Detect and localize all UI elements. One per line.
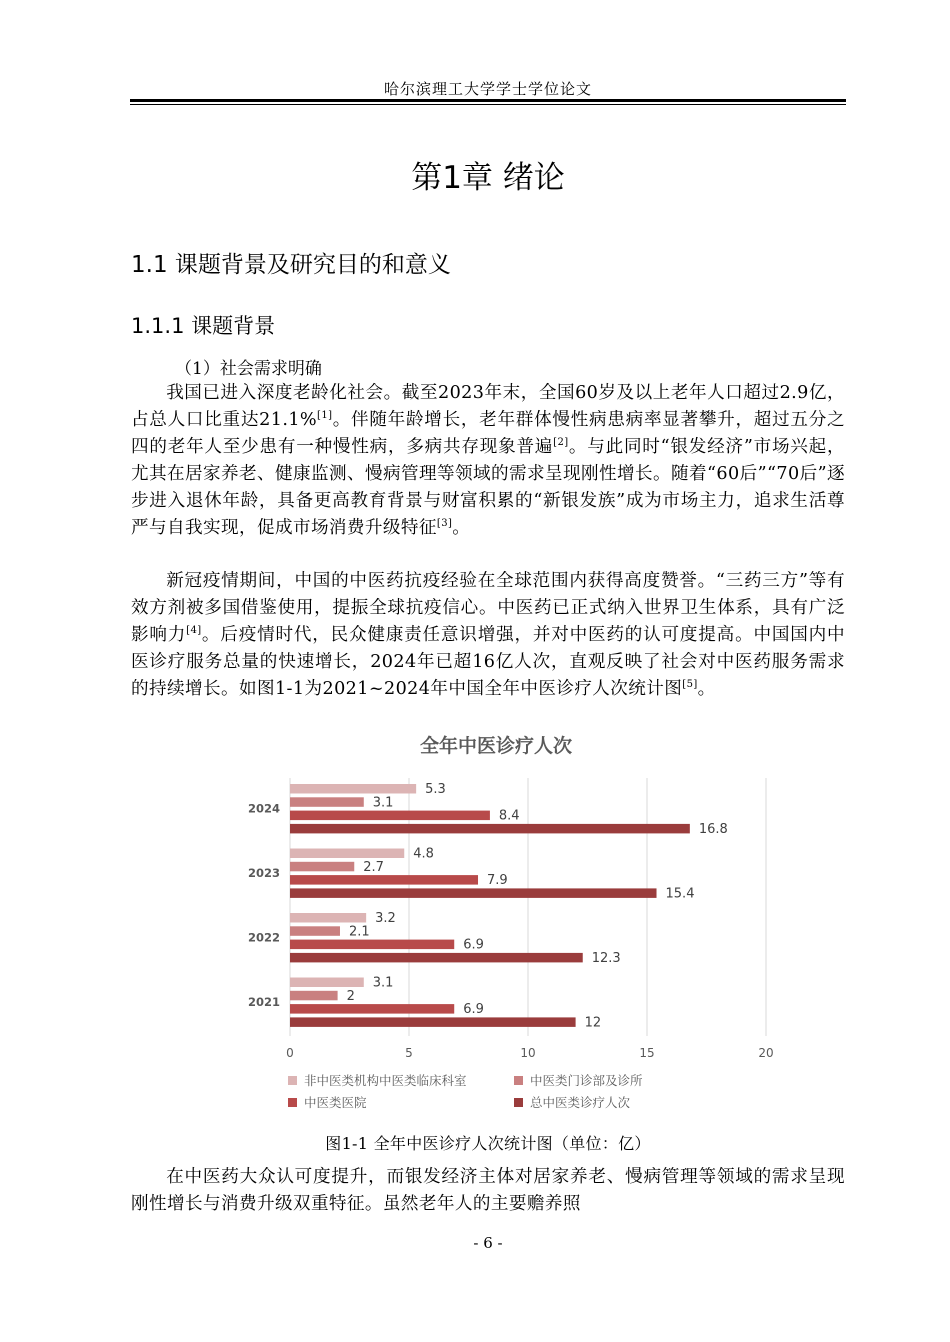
citation[interactable]: [5] xyxy=(682,679,698,691)
bar xyxy=(290,1004,454,1014)
data-label: 5.3 xyxy=(425,782,446,797)
bar xyxy=(290,849,404,859)
bar xyxy=(290,797,364,807)
page-number: - 6 - xyxy=(473,1234,503,1252)
data-label: 7.9 xyxy=(487,873,508,889)
bar xyxy=(290,824,690,834)
bar xyxy=(290,784,416,794)
subsection-title: 1.1.1 课题背景 xyxy=(131,314,276,338)
text-run: 我国已进入深度老龄化社会。截至2023年末，全国60岁及以上老年人口超过2.9亿，占总人口比重达21.1% xyxy=(131,383,845,430)
data-label: 4.8 xyxy=(413,846,434,862)
section-title: 1.1 课题背景及研究目的和意义 xyxy=(131,252,451,278)
x-tick-label: 5 xyxy=(405,1046,413,1060)
bar xyxy=(290,926,340,936)
legend-label: 总中医类诊疗人次 xyxy=(530,1095,631,1110)
chapter-title: 第1章 绪论 xyxy=(411,160,565,196)
data-label: 3.1 xyxy=(372,975,394,991)
figure-chart xyxy=(228,728,788,1124)
data-label: 3.1 xyxy=(372,795,394,811)
bar xyxy=(290,888,657,898)
data-label: 2 xyxy=(346,988,355,1004)
bar xyxy=(290,940,454,950)
text-run: 。伴随年龄增长，老年群体慢性病患病率显著攀升，超过五分之四的老年人至少患有一种慢性病，多病共存现象普遍 xyxy=(131,410,845,457)
x-tick-label: 10 xyxy=(520,1046,536,1060)
paragraph-tcm-pandemic xyxy=(131,568,845,703)
tcm-visits-bar-chart xyxy=(228,728,788,1124)
data-label: 15.4 xyxy=(665,886,695,902)
citation[interactable]: [3] xyxy=(436,518,453,530)
citation[interactable]: [4] xyxy=(186,625,202,637)
legend-swatch xyxy=(288,1098,297,1107)
x-tick-label: 15 xyxy=(639,1046,655,1060)
citation[interactable]: [2] xyxy=(553,437,569,449)
figure-caption: 图1-1 全年中医诊疗人次统计图（单位：亿） xyxy=(325,1134,651,1153)
data-label: 3.2 xyxy=(375,911,396,926)
bar xyxy=(290,875,478,885)
text-run: 。 xyxy=(697,679,716,699)
text-run: 。 xyxy=(452,518,471,538)
running-header: 哈尔滨理工大学学士学位论文 xyxy=(383,80,592,98)
bar xyxy=(290,913,366,923)
legend-label: 非中医类机构中医类临床科室 xyxy=(304,1073,467,1088)
legend-label: 中医类门诊部及诊所 xyxy=(530,1073,643,1088)
data-label: 8.4 xyxy=(498,808,520,824)
bar xyxy=(290,862,354,872)
bar xyxy=(290,811,490,821)
legend-swatch xyxy=(514,1076,523,1085)
legend-swatch xyxy=(514,1098,523,1107)
data-label: 12 xyxy=(584,1015,602,1031)
header-rule-thick xyxy=(130,99,846,102)
data-label: 12.3 xyxy=(591,950,621,966)
category-label: 2022 xyxy=(247,930,280,945)
data-label: 2.1 xyxy=(348,924,370,940)
bar xyxy=(290,991,338,1001)
chart-title: 全年中医诊疗人次 xyxy=(419,735,573,757)
citation[interactable]: [1] xyxy=(317,410,333,422)
text-run: 。与此同时“银发经济”市场兴起，尤其在居家养老、健康监测、慢病管理等领域的需求呈现刚性增长。随着“60后”“70后”逐步进入退休年龄，具备更高教育背景与财富积累的“新银发族”成为市场主力，追求生活尊严与自我实现，促成市场消费升级特征 xyxy=(131,437,846,538)
legend-label: 中医类医院 xyxy=(304,1095,367,1110)
text-run: 新冠疫情期间，中国的中医药抗疫经验在全球范围内获得高度赞誉。“三药三方”等有效方剂被多国借鉴使用，提振全球抗疫信心。中医药已正式纳入世界卫生体系，具有广泛影响力 xyxy=(131,571,845,645)
data-label: 6.9 xyxy=(463,1002,484,1018)
bar xyxy=(290,978,364,988)
text-run: 。后疫情时代，民众健康责任意识增强，并对中医药的认可度提高。中国国内中医诊疗服务总量的快速增长，2024年已超16亿人次，直观反映了社会对中医药服务需求的持续增长。如图1-1为2021~2024年中国全年中医诊疗人次统计图 xyxy=(131,625,845,699)
paragraph-silver-economy: 在中医药大众认可度提升，而银发经济主体对居家养老、慢病管理等领域的需求呈现刚性增长与消费升级双重特征。虽然老年人的主要赡养照 xyxy=(131,1167,845,1214)
header-rule-thin xyxy=(130,104,846,105)
data-label: 2.7 xyxy=(363,859,384,875)
data-label: 16.8 xyxy=(698,821,728,837)
legend-swatch xyxy=(288,1076,297,1085)
bar xyxy=(290,1017,576,1027)
x-tick-label: 20 xyxy=(758,1046,774,1060)
category-label: 2021 xyxy=(247,995,280,1010)
x-tick-label: 0 xyxy=(286,1046,294,1060)
bar xyxy=(290,953,583,963)
category-label: 2024 xyxy=(247,801,280,816)
subheading: （1）社会需求明确 xyxy=(175,359,322,379)
data-label: 6.9 xyxy=(463,937,484,953)
category-label: 2023 xyxy=(247,866,280,881)
paragraph-aging-society xyxy=(131,380,845,542)
